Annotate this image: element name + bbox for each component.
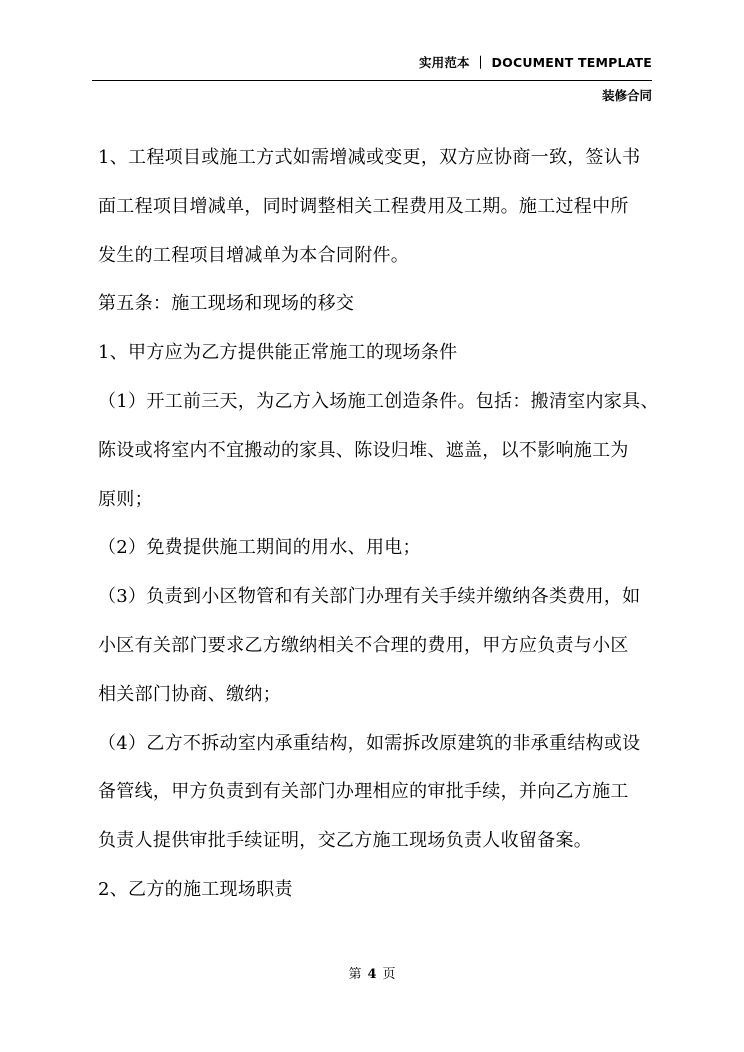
- document-body: [98, 134, 659, 915]
- page-number: [0, 963, 744, 982]
- text-line: （4）乙方不拆动室内承重结构，如需拆改原建筑的非承重结构或设: [98, 732, 641, 754]
- text-line: 发生的工程项目增减单为本合同附件。: [98, 244, 410, 266]
- text-line: 1、工程项目或施工方式如需增减或变更，双方应协商一致，签认书: [98, 147, 641, 168]
- page-suffix: 页: [382, 967, 396, 982]
- text-line: （3）负责到小区物管和有关部门办理有关手续并缴纳各类费用，如: [98, 586, 641, 608]
- text-line: 原则；: [98, 488, 153, 510]
- page-prefix: 第: [348, 967, 362, 982]
- header-title: 实用范本 ｜ DOCUMENT TEMPLATE: [418, 55, 652, 70]
- section-heading: 第五条：施工现场和现场的移交: [98, 293, 355, 315]
- text-line: 相关部门协商、缴纳；: [98, 683, 281, 705]
- text-line: 2、乙方的施工现场职责: [98, 878, 293, 900]
- text-line: （2）免费提供施工期间的用水、用电；: [98, 537, 421, 559]
- header-subtitle: 装修合同: [601, 88, 652, 103]
- text-line: 面工程项目增减单，同时调整相关工程费用及工期。施工过程中所: [98, 195, 629, 217]
- text-line: 备管线，甲方负责到有关部门办理相应的审批手续，并向乙方施工: [98, 781, 629, 803]
- header-divider: [92, 80, 652, 81]
- text-line: 陈设或将室内不宜搬动的家具、陈设归堆、遮盖，以不影响施工为: [98, 439, 629, 461]
- page-number-value: 4: [367, 967, 377, 982]
- text-line: 1、甲方应为乙方提供能正常施工的现场条件: [98, 342, 458, 364]
- text-line: 负责人提供审批手续证明，交乙方施工现场负责人收留备案。: [98, 830, 593, 852]
- text-line: 小区有关部门要求乙方缴纳相关不合理的费用，甲方应负责与小区: [98, 634, 629, 656]
- text-line: （1）开工前三天，为乙方入场施工创造条件。包括：搬清室内家具、: [98, 390, 659, 412]
